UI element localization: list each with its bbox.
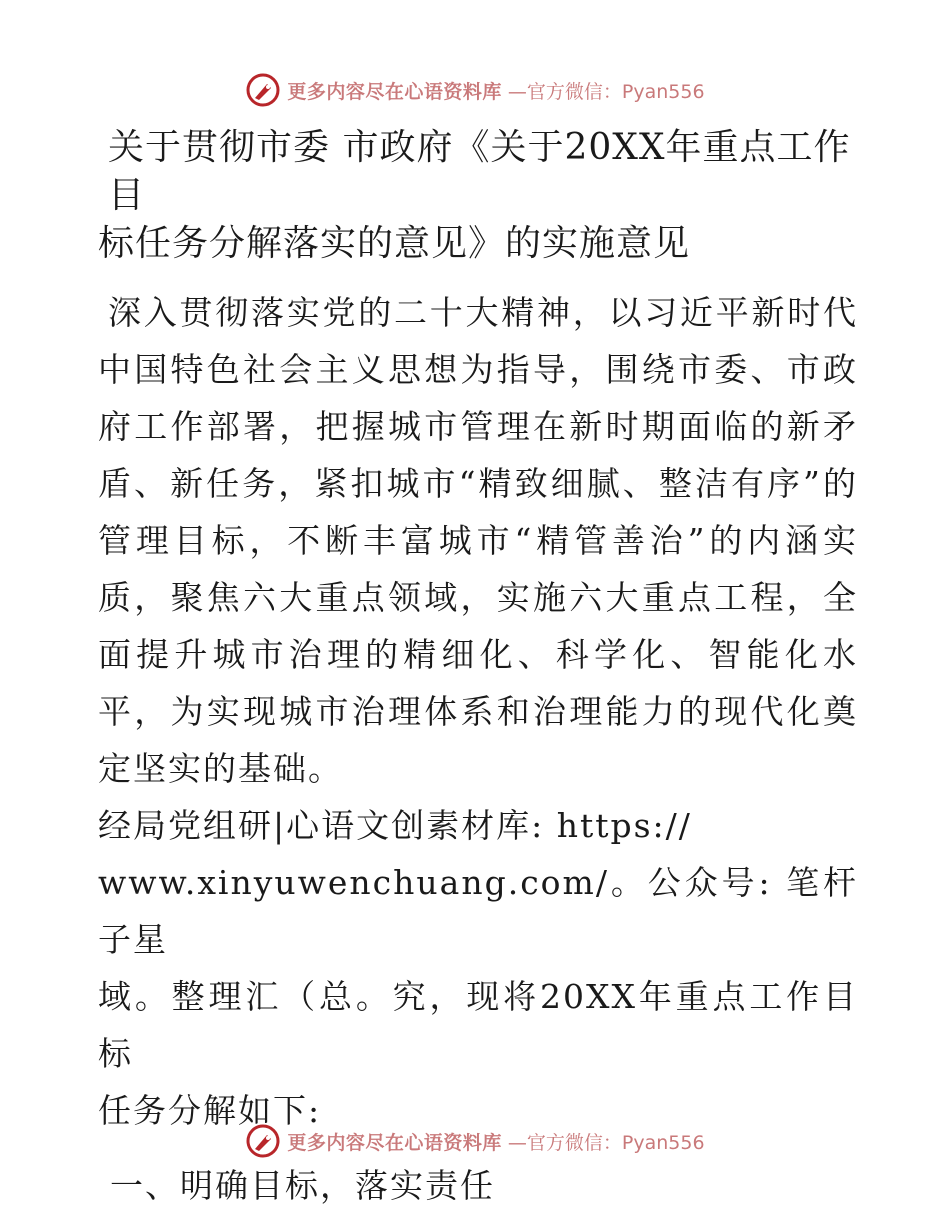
section-heading: 一、明确目标，落实责任 (110, 1166, 495, 1205)
footer-contact-text: —官方微信：Pyan556 (507, 1131, 705, 1154)
body-paragraph (98, 284, 858, 1139)
footer-banner (0, 1121, 950, 1161)
header-promo-text: 更多内容尽在心语资料库 (287, 80, 502, 103)
document-title (98, 124, 858, 268)
body-line-d: 任务分解如下: (98, 1091, 322, 1130)
body-main-text: 深入贯彻落实党的二十大精神，以习近平新时代中国特色社会主义思想为指导，围绕市委、市政府工作部署，把握城市管理在新时期面临的新矛盾、新任务，紧扣城市“精致细腻、整洁有序”的管理目标，不断丰富城市“精管善治”的内涵实质，聚焦六大重点领域，实施六大重点工程，全面提升城市治理的精细化、科学化、智能化水平，为实现城市治理体系和治理能力的现代化奠定坚实的基础。 (98, 293, 858, 788)
header-banner (0, 70, 950, 110)
body-line-c: 域。整理汇（总。究，现将20XX年重点工作目标 (98, 977, 858, 1073)
footer-promo-text: 更多内容尽在心语资料库 (287, 1131, 502, 1154)
title-line-1: 关于贯彻市委 市政府《关于20XX年重点工作目 (108, 127, 851, 216)
body-line-a: 经局党组研|心语文创素材库: https:// (98, 806, 692, 845)
body-line-b: www.xinyuwenchuang.com/。公众号: 笔杆子星 (98, 863, 858, 959)
header-contact-text: —官方微信：Pyan556 (507, 80, 705, 103)
document-page (98, 124, 858, 1214)
pen-nib-logo-icon (245, 72, 281, 108)
title-line-2: 标任务分解落实的意见》的实施意见 (98, 223, 691, 264)
pen-nib-logo-icon (245, 1123, 281, 1159)
